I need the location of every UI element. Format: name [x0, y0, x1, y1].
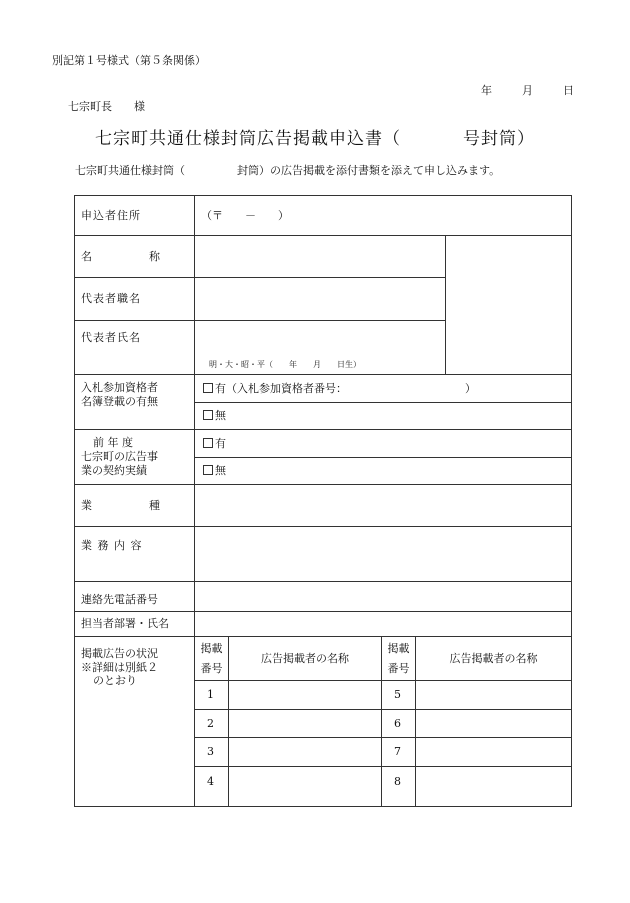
business-label: 業 務 内 容	[75, 527, 195, 582]
industry-field[interactable]	[195, 485, 572, 527]
advertiser-name-cell[interactable]	[229, 766, 382, 806]
ad-number-cell: 4	[195, 766, 229, 806]
ad-status-label: 掲載広告の状況 ※詳細は別紙２ のとおり	[75, 636, 195, 806]
birth-date-line: 明・大・昭・平（ 年 月 日生）	[209, 360, 361, 370]
checkbox-icon[interactable]	[203, 383, 213, 393]
advertiser-name-cell[interactable]	[229, 709, 382, 737]
phone-label: 連絡先電話番号	[75, 582, 195, 612]
contact-person-field[interactable]	[195, 611, 572, 636]
ad-number-cell: 1	[195, 681, 229, 709]
title-suffix: 号封筒）	[463, 129, 535, 149]
rep-title-field[interactable]	[195, 278, 446, 320]
checkbox-icon[interactable]	[203, 410, 213, 420]
advertiser-name-cell[interactable]	[416, 766, 572, 806]
application-form-table	[74, 195, 572, 807]
phone-field[interactable]	[195, 582, 572, 612]
intro-suffix: 封筒）の広告掲載を添付書類を添えて申し込みます。	[237, 164, 501, 177]
date-month-label: 月	[522, 84, 533, 97]
ad-number-cell: 2	[195, 709, 229, 737]
addressee: 七宗町長 様	[68, 100, 145, 113]
title-main: 七宗町共通仕様封筒広告掲載申込書（	[95, 129, 401, 149]
bid-registration-label: 入札参加資格者 名簿登載の有無	[75, 375, 195, 430]
industry-label: 業 種	[75, 485, 195, 527]
advertiser-name-cell[interactable]	[416, 681, 572, 709]
intro-text	[75, 162, 500, 178]
page-title	[0, 124, 630, 149]
ad-number-header-left: 掲載 番号	[195, 636, 229, 680]
ad-number-cell: 6	[382, 709, 416, 737]
checkbox-icon[interactable]	[203, 465, 213, 475]
address-label: 申込者住所	[75, 196, 195, 236]
date-day-label: 日	[563, 84, 574, 97]
address-field[interactable]: （〒 － ）	[195, 196, 572, 236]
date-year-label: 年	[481, 84, 492, 97]
advertiser-name-cell[interactable]	[229, 738, 382, 766]
bid-no-option[interactable]: 無	[195, 402, 572, 429]
name-field[interactable]	[195, 236, 446, 278]
intro-prefix: 七宗町共通仕様封筒（	[75, 164, 185, 177]
advertiser-name-cell[interactable]	[229, 681, 382, 709]
ad-number-cell: 3	[195, 738, 229, 766]
contact-person-label: 担当者部署・氏名	[75, 611, 195, 636]
rep-name-field[interactable]	[195, 320, 446, 375]
advertiser-name-header-left: 広告掲載者の名称	[229, 636, 382, 680]
advertiser-name-cell[interactable]	[416, 709, 572, 737]
ad-number-cell: 7	[382, 738, 416, 766]
previous-yes-option[interactable]: 有	[195, 430, 572, 457]
checkbox-icon[interactable]	[203, 438, 213, 448]
rep-title-label: 代表者職名	[75, 278, 195, 320]
form-reference: 別記第１号様式（第５条関係）	[52, 54, 206, 67]
ad-number-cell: 5	[382, 681, 416, 709]
rep-name-label: 代表者氏名	[75, 320, 195, 375]
ad-number-cell: 8	[382, 766, 416, 806]
previous-no-option[interactable]: 無	[195, 457, 572, 484]
bid-yes-option[interactable]: 有（入札参加資格者番号： ）	[195, 375, 572, 402]
advertiser-name-cell[interactable]	[416, 738, 572, 766]
seal-box	[446, 236, 572, 375]
advertiser-name-header-right: 広告掲載者の名称	[416, 636, 572, 680]
previous-contract-label: 前 年 度 七宗町の広告事 業の契約実績	[75, 430, 195, 485]
ad-number-header-right: 掲載 番号	[382, 636, 416, 680]
business-field[interactable]	[195, 527, 572, 582]
name-label: 名 称	[75, 236, 195, 278]
